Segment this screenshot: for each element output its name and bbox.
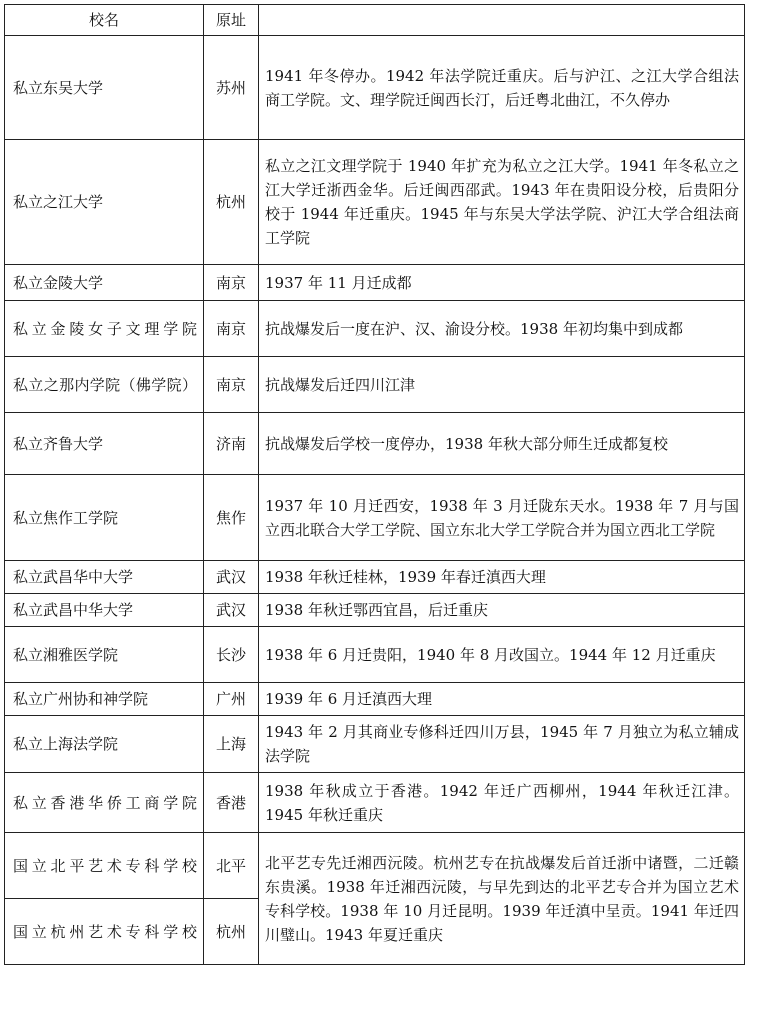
- table-row: [5, 627, 745, 683]
- origin-cell: 北平: [204, 833, 259, 899]
- table-row: [5, 773, 745, 833]
- origin-cell: 焦作: [204, 475, 259, 561]
- origin-cell: 济南: [204, 413, 259, 475]
- notes-cell: 1943 年 2 月其商业专修科迁四川万县，1945 年 7 月独立为私立辅成法学院: [259, 716, 745, 773]
- notes-cell: 1938 年 6 月迁贵阳，1940 年 8 月改国立。1944 年 12 月迁重庆: [259, 627, 745, 683]
- school-cell: 私立香港华侨工商学院: [5, 773, 204, 833]
- school-cell: 国立杭州艺术专科学校: [5, 899, 204, 965]
- header-row: [5, 5, 745, 36]
- school-cell: 私立武昌中华大学: [5, 594, 204, 627]
- origin-cell: 香港: [204, 773, 259, 833]
- origin-cell: 武汉: [204, 594, 259, 627]
- notes-cell: 私立之江文理学院于 1940 年扩充为私立之江大学。1941 年冬私立之江大学迁浙西金华。后迁闽西邵武。1943 年在贵阳设分校，后贵阳分校于 1944 年迁重庆。1945 年与东吴大学法学院、沪江大学合组法商工学院: [259, 140, 745, 265]
- notes-cell: 抗战爆发后学校一度停办，1938 年秋大部分师生迁成都复校: [259, 413, 745, 475]
- table-row: [5, 833, 745, 899]
- notes-cell: 1938 年秋迁桂林，1939 年春迁滇西大理: [259, 561, 745, 594]
- notes-cell: 1938 年秋成立于香港。1942 年迁广西柳州，1944 年秋迁江津。1945 年秋迁重庆: [259, 773, 745, 833]
- table-row: [5, 594, 745, 627]
- table-row: [5, 683, 745, 716]
- table-row: [5, 475, 745, 561]
- table-row: [5, 140, 745, 265]
- school-cell: 私立金陵大学: [5, 265, 204, 301]
- school-cell: 私立金陵女子文理学院: [5, 301, 204, 357]
- origin-cell: 杭州: [204, 140, 259, 265]
- notes-cell-merged: 北平艺专先迁湘西沅陵。杭州艺专在抗战爆发后首迁浙中诸暨，二迁赣东贵溪。1938 年迁湘西沅陵，与早先到达的北平艺专合并为国立艺术专科学校。1938 年 10 月迁昆明。1939 年迁滇中呈贡。1941 年迁四川璧山。1943 年夏迁重庆: [259, 833, 745, 965]
- origin-cell: 上海: [204, 716, 259, 773]
- notes-cell: 1941 年冬停办。1942 年法学院迁重庆。后与沪江、之江大学合组法商工学院。文、理学院迁闽西长汀，后迁粤北曲江，不久停办: [259, 36, 745, 140]
- origin-cell: 南京: [204, 301, 259, 357]
- school-cell: 私立齐鲁大学: [5, 413, 204, 475]
- origin-cell: 长沙: [204, 627, 259, 683]
- school-cell: 私立上海法学院: [5, 716, 204, 773]
- table-row: [5, 301, 745, 357]
- school-cell: 私立焦作工学院: [5, 475, 204, 561]
- origin-cell: 广州: [204, 683, 259, 716]
- table-row: [5, 357, 745, 413]
- header-origin: 原址: [204, 5, 259, 36]
- relocation-table: [4, 4, 745, 965]
- table-row: [5, 413, 745, 475]
- origin-cell: 南京: [204, 265, 259, 301]
- school-cell: 私立湘雅医学院: [5, 627, 204, 683]
- origin-cell: 苏州: [204, 36, 259, 140]
- table-row: [5, 36, 745, 140]
- table-row: [5, 716, 745, 773]
- header-notes: [259, 5, 745, 36]
- school-cell: 私立东吴大学: [5, 36, 204, 140]
- table-row: [5, 265, 745, 301]
- header-school: 校名: [5, 5, 204, 36]
- notes-cell: 抗战爆发后一度在沪、汉、渝设分校。1938 年初均集中到成都: [259, 301, 745, 357]
- origin-cell: 杭州: [204, 899, 259, 965]
- school-cell: 国立北平艺术专科学校: [5, 833, 204, 899]
- document-page: [4, 4, 744, 965]
- notes-cell: 抗战爆发后迁四川江津: [259, 357, 745, 413]
- school-cell: 私立之江大学: [5, 140, 204, 265]
- school-cell: 私立广州协和神学院: [5, 683, 204, 716]
- table-row: [5, 561, 745, 594]
- school-cell: 私立之那内学院（佛学院）: [5, 357, 204, 413]
- notes-cell: 1939 年 6 月迁滇西大理: [259, 683, 745, 716]
- origin-cell: 武汉: [204, 561, 259, 594]
- notes-cell: 1938 年秋迁鄂西宜昌，后迁重庆: [259, 594, 745, 627]
- school-cell: 私立武昌华中大学: [5, 561, 204, 594]
- notes-cell: 1937 年 10 月迁西安，1938 年 3 月迁陇东天水。1938 年 7 月与国立西北联合大学工学院、国立东北大学工学院合并为国立西北工学院: [259, 475, 745, 561]
- notes-cell: 1937 年 11 月迁成都: [259, 265, 745, 301]
- origin-cell: 南京: [204, 357, 259, 413]
